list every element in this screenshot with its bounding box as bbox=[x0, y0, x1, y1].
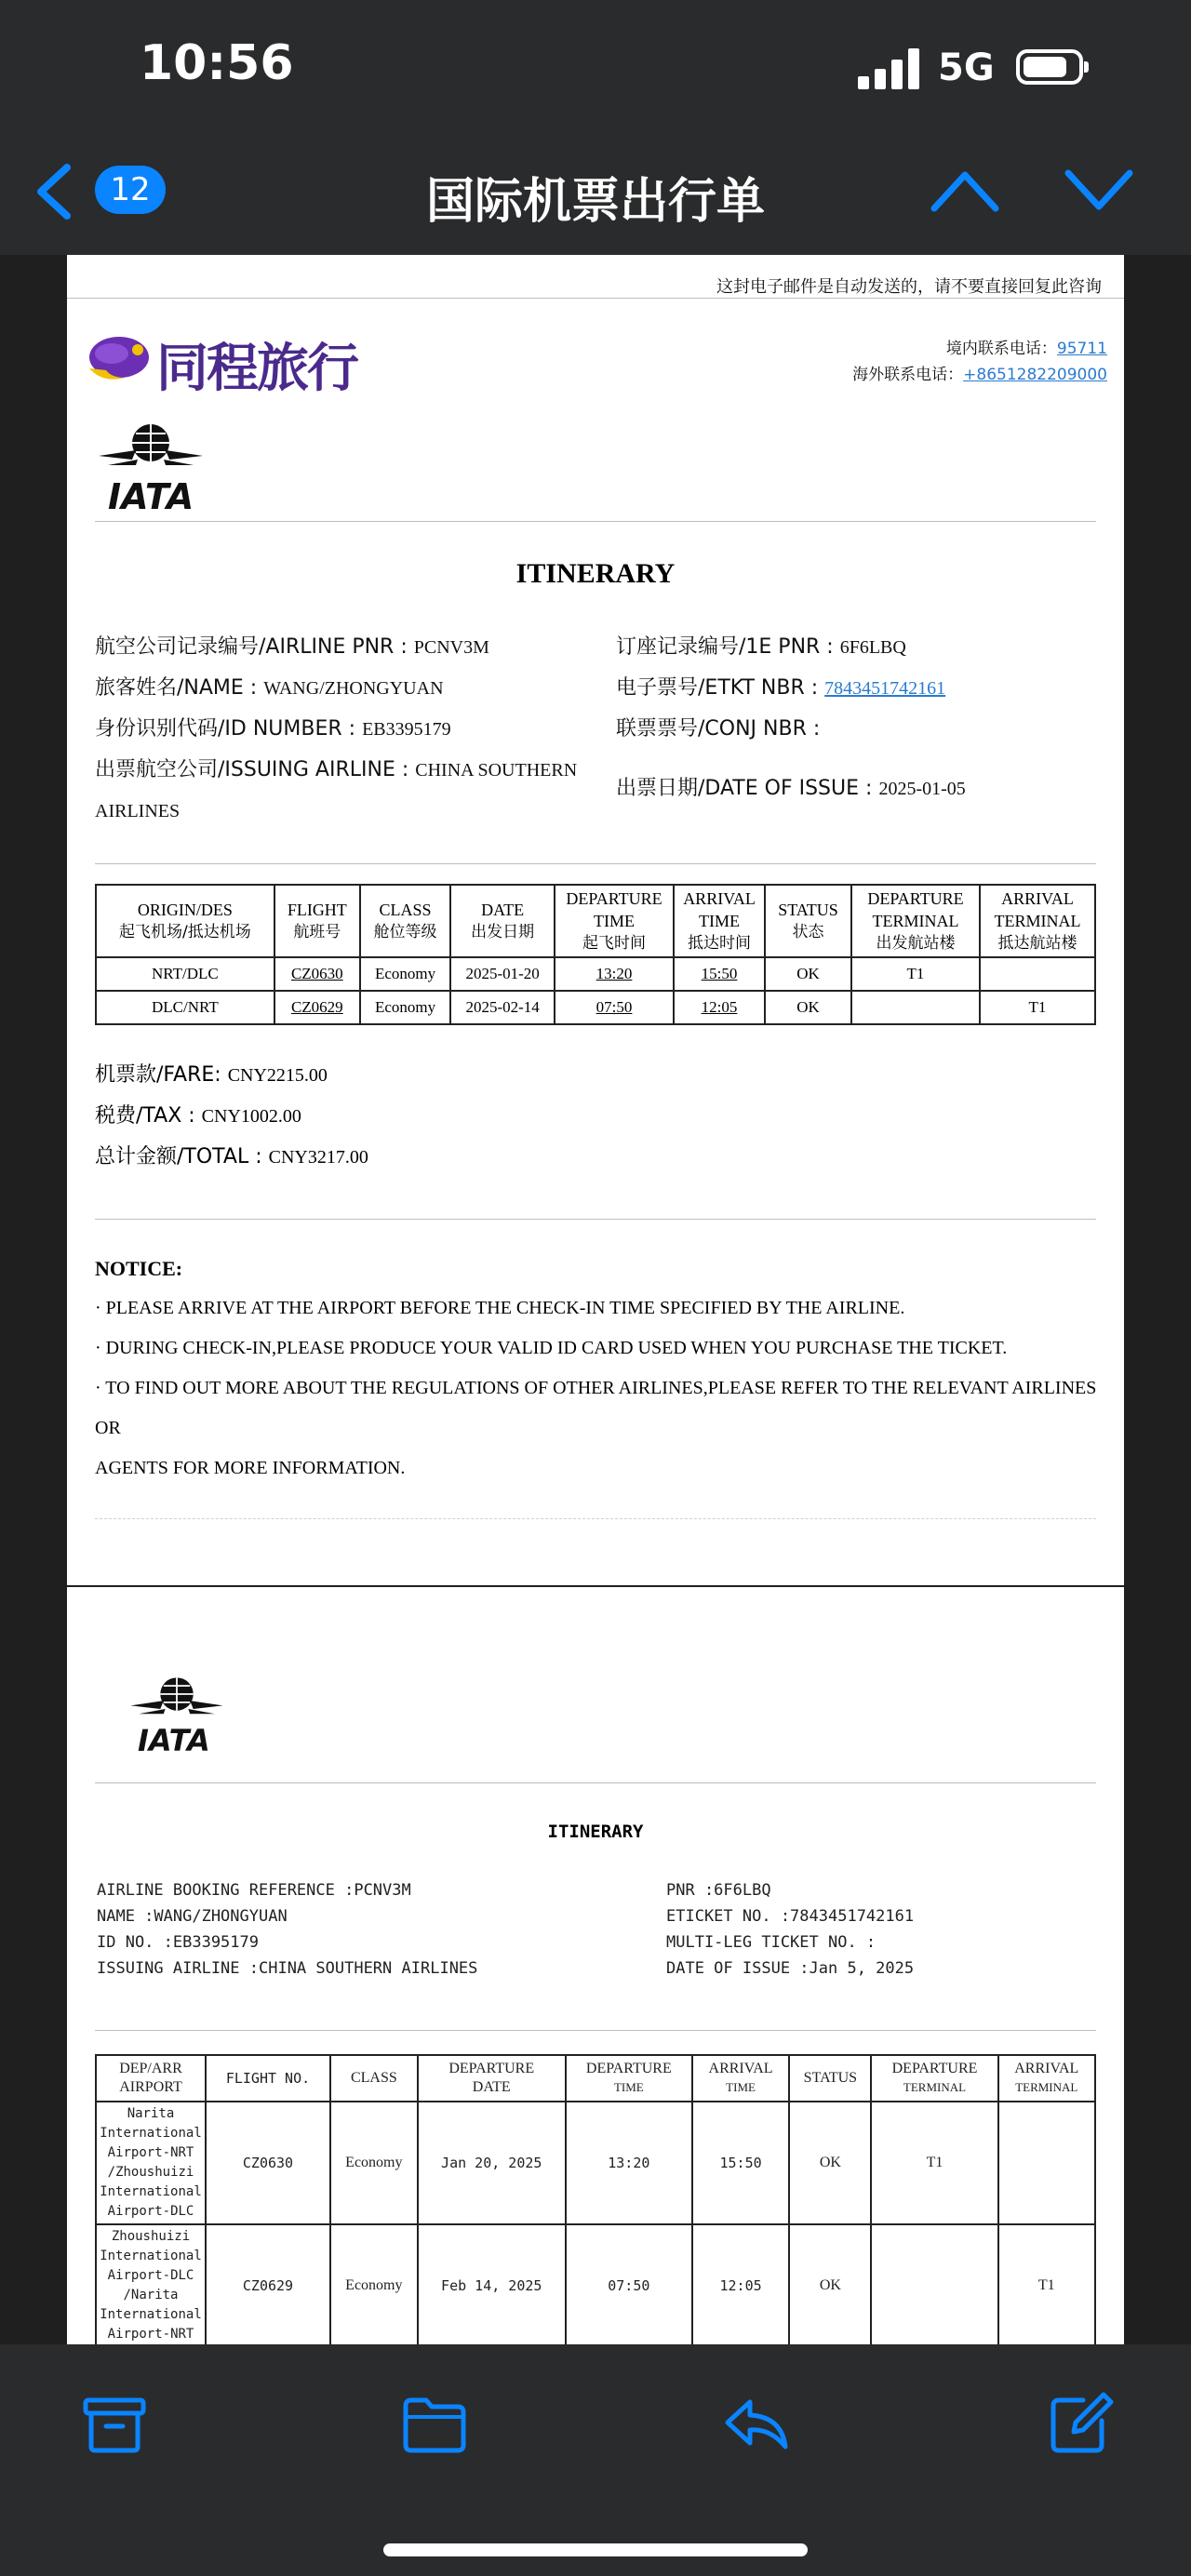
battery-icon bbox=[1016, 49, 1083, 85]
header-zh: 起飞机场/抵达机场 bbox=[118, 923, 251, 941]
cell-airport: Zhoushuizi International Airport-DLC /Narita International Airport-NRT bbox=[96, 2224, 206, 2347]
header-en: STATUS bbox=[778, 901, 838, 919]
cell-arrival-time: 12:05 bbox=[692, 2224, 789, 2347]
flight-table-header bbox=[96, 2055, 1095, 2102]
cell-arrival-time: 15:50 bbox=[692, 2102, 789, 2224]
header-line: FLIGHT NO. bbox=[225, 2070, 311, 2087]
status-time: 10:56 bbox=[140, 35, 294, 91]
cell-status: OK bbox=[789, 2102, 871, 2224]
issuing-airline-label: 出票航空公司/ISSUING AIRLINE : bbox=[95, 758, 416, 781]
domestic-contact bbox=[946, 335, 1107, 358]
iata-logo-text: IATA bbox=[138, 1723, 210, 1758]
header-line: TIME bbox=[613, 2080, 644, 2094]
cell-flight: CZ0629 bbox=[274, 991, 360, 1024]
table-row bbox=[96, 2224, 1095, 2347]
cell-date: Jan 20, 2025 bbox=[418, 2102, 566, 2224]
fare-value: CNY2215.00 bbox=[227, 1065, 328, 1086]
issue-date-row bbox=[616, 768, 1118, 809]
cell-arrival-terminal: T1 bbox=[980, 991, 1095, 1024]
booking-info-right bbox=[616, 627, 1118, 809]
reply-icon[interactable] bbox=[722, 2391, 791, 2456]
airline-pnr-label: 航空公司记录编号/AIRLINE PNR : bbox=[95, 635, 414, 659]
divider bbox=[95, 1219, 1096, 1220]
col-status bbox=[789, 2055, 871, 2102]
col-flight bbox=[274, 885, 360, 957]
header-line: DEPARTURE bbox=[448, 2061, 535, 2076]
header-line: DEPARTURE bbox=[585, 2061, 672, 2076]
iata-globe-icon bbox=[95, 419, 207, 484]
header-line: ARRIVAL bbox=[1014, 2061, 1079, 2076]
total-row bbox=[95, 1137, 368, 1178]
divider bbox=[95, 521, 1096, 522]
divider bbox=[95, 863, 1096, 864]
cell-status: OK bbox=[789, 2224, 871, 2347]
iata-logo bbox=[125, 1673, 236, 1758]
compose-icon[interactable] bbox=[1046, 2391, 1115, 2456]
header-zh: 起飞时间 bbox=[582, 934, 647, 953]
etkt-label: 电子票号/ETKT NBR : bbox=[616, 676, 825, 700]
iata-globe-icon bbox=[125, 1673, 229, 1730]
unread-count-badge[interactable]: 12 bbox=[95, 166, 166, 214]
conj-row bbox=[616, 709, 1118, 750]
date-of-issue: DATE OF ISSUE :Jan 5, 2025 bbox=[666, 1959, 915, 1978]
home-indicator bbox=[383, 2543, 808, 2556]
cell-status: OK bbox=[765, 991, 851, 1024]
cell-class: Economy bbox=[360, 991, 450, 1024]
notice-line: AGENTS FOR MORE INFORMATION. bbox=[95, 1458, 406, 1478]
col-departure-terminal bbox=[871, 2055, 997, 2102]
fare-label: 机票款/FARE: bbox=[95, 1063, 228, 1087]
itinerary-page-1 bbox=[67, 255, 1124, 1585]
header-en: DATE bbox=[481, 901, 525, 919]
cell-route: DLC/NRT bbox=[96, 991, 274, 1024]
id-number-label: 身份识别代码/ID NUMBER : bbox=[95, 717, 363, 741]
header-line: TERMINAL bbox=[903, 2080, 967, 2094]
conj-label: 联票票号/CONJ NBR : bbox=[616, 717, 821, 741]
tongcheng-logo-icon bbox=[84, 326, 158, 391]
cell-date: 2025-02-14 bbox=[450, 991, 555, 1024]
iata-logo-text: IATA bbox=[108, 476, 194, 517]
table-row bbox=[96, 991, 1095, 1024]
issue-date-value: 2025-01-05 bbox=[878, 779, 966, 799]
passenger-name: NAME :WANG/ZHONGYUAN bbox=[97, 1907, 288, 1926]
header-zh: 出发日期 bbox=[471, 923, 535, 941]
col-arrival-time bbox=[692, 2055, 789, 2102]
header-en: FLIGHT bbox=[287, 901, 347, 919]
cell-class: Economy bbox=[360, 957, 450, 991]
cell-departure-time: 07:50 bbox=[555, 991, 674, 1024]
fare-summary bbox=[95, 1055, 368, 1178]
tax-row bbox=[95, 1096, 368, 1137]
archive-icon[interactable] bbox=[80, 2391, 149, 2456]
divider bbox=[67, 298, 1124, 299]
airline-pnr-value: PCNV3M bbox=[413, 637, 489, 658]
id-number: ID NO. :EB3395179 bbox=[97, 1933, 259, 1952]
header-line: ARRIVAL bbox=[708, 2061, 773, 2076]
flight-table bbox=[95, 884, 1096, 1025]
domestic-phone-link[interactable]: 95711 bbox=[1056, 340, 1107, 358]
airline-pnr-row bbox=[95, 627, 616, 668]
dashed-divider bbox=[95, 1518, 1096, 1519]
cell-class: Economy bbox=[330, 2102, 418, 2224]
fare-row bbox=[95, 1055, 368, 1096]
eticket-number: ETICKET NO. :7843451742161 bbox=[666, 1907, 915, 1926]
table-row bbox=[96, 957, 1095, 991]
header-en: DEPARTURE TIME bbox=[566, 889, 662, 930]
next-message-chevron-down-icon[interactable] bbox=[1064, 167, 1133, 214]
col-dep-arr-airport bbox=[96, 2055, 206, 2102]
cell-departure-terminal: T1 bbox=[871, 2102, 997, 2224]
iata-logo bbox=[95, 419, 207, 515]
network-type: 5G bbox=[938, 47, 995, 89]
cell-route: NRT/DLC bbox=[96, 957, 274, 991]
header-line: DEPARTURE bbox=[891, 2061, 978, 2076]
col-class bbox=[330, 2055, 418, 2102]
cell-departure-terminal bbox=[871, 2224, 997, 2347]
header-line: TERMINAL bbox=[1015, 2080, 1078, 2094]
header-zh: 抵达时间 bbox=[688, 934, 752, 953]
header-en: CLASS bbox=[379, 901, 432, 919]
notice-line: · DURING CHECK-IN,PLEASE PRODUCE YOUR VALID ID CARD USED WHEN YOU PURCHASE THE TICKET. bbox=[95, 1338, 1008, 1358]
divider bbox=[95, 2030, 1096, 2031]
issuing-airline-value-cont: AIRLINES bbox=[95, 801, 181, 821]
header-zh: 抵达航站楼 bbox=[997, 934, 1077, 953]
header-zh: 状态 bbox=[792, 923, 824, 941]
col-arrival-terminal bbox=[980, 885, 1095, 957]
1e-pnr-row bbox=[616, 627, 1118, 668]
tax-value: CNY1002.00 bbox=[201, 1106, 301, 1127]
total-label: 总计金额/TOTAL : bbox=[95, 1145, 269, 1168]
header-line: DATE bbox=[472, 2079, 511, 2095]
col-date bbox=[450, 885, 555, 957]
mail-header-bar bbox=[0, 0, 1191, 255]
notice-line: · PLEASE ARRIVE AT THE AIRPORT BEFORE THE CHECK-IN TIME SPECIFIED BY THE AIRLINE. bbox=[95, 1298, 905, 1318]
cell-flight: CZ0629 bbox=[206, 2224, 330, 2347]
passenger-name-row bbox=[95, 668, 616, 709]
col-status bbox=[765, 885, 851, 957]
1e-pnr-label: 订座记录编号/1E PNR : bbox=[616, 635, 840, 659]
auto-sent-notice: 这封电子邮件是自动发送的，请不要直接回复此咨询 bbox=[716, 277, 1102, 297]
itinerary-title: ITINERARY bbox=[515, 558, 676, 589]
cell-departure-time: 07:50 bbox=[566, 2224, 692, 2347]
total-value: CNY3217.00 bbox=[268, 1147, 368, 1168]
header-line: CLASS bbox=[350, 2070, 397, 2086]
domestic-contact-label: 境内联系电话： bbox=[945, 340, 1057, 358]
header-zh: 舱位等级 bbox=[373, 923, 437, 941]
passenger-name-value: WANG/ZHONGYUAN bbox=[263, 678, 444, 699]
booking-info-left bbox=[95, 627, 616, 832]
issuing-airline: ISSUING AIRLINE :CHINA SOUTHERN AIRLINES bbox=[97, 1959, 478, 1978]
notice-heading: NOTICE: bbox=[95, 1257, 183, 1280]
col-origin-des bbox=[96, 885, 274, 957]
cell-airport: Narita International Airport-NRT /Zhoushuizi International Airport-DLC bbox=[96, 2102, 206, 2224]
passenger-name-label: 旅客姓名/NAME : bbox=[95, 676, 264, 700]
cell-departure-time: 13:20 bbox=[555, 957, 674, 991]
header-en: DEPARTURE TERMINAL bbox=[867, 889, 964, 930]
etkt-row bbox=[616, 668, 1118, 709]
col-flight-no bbox=[206, 2055, 330, 2102]
notice-line: · TO FIND OUT MORE ABOUT THE REGULATIONS OF OTHER AIRLINES,PLEASE REFER TO THE RELEVANT AIRLINES OR bbox=[95, 1378, 1097, 1438]
booking-info-left bbox=[97, 1877, 655, 1982]
id-number-row bbox=[95, 709, 616, 750]
overseas-contact-label: 海外联系电话： bbox=[852, 366, 964, 384]
booking-reference: AIRLINE BOOKING REFERENCE :PCNV3M bbox=[97, 1881, 411, 1900]
header-en: ARRIVAL TIME bbox=[683, 889, 756, 930]
issue-date-label: 出票日期/DATE OF ISSUE : bbox=[616, 777, 879, 800]
flight-table-header bbox=[96, 885, 1095, 957]
header-zh: 出发航站楼 bbox=[876, 934, 956, 953]
id-number-value: EB3395179 bbox=[362, 719, 451, 740]
header-en: ARRIVAL TERMINAL bbox=[994, 889, 1081, 930]
col-class bbox=[360, 885, 450, 957]
cell-departure-terminal bbox=[851, 991, 980, 1024]
folder-icon[interactable] bbox=[400, 2391, 469, 2456]
col-departure-time bbox=[555, 885, 674, 957]
col-arrival-terminal bbox=[998, 2055, 1095, 2102]
header-en: ORIGIN/DES bbox=[137, 901, 233, 919]
overseas-phone-link[interactable]: +8651282209000 bbox=[963, 366, 1107, 384]
email-subject-title: 国际机票出行单 bbox=[425, 174, 765, 230]
cell-class: Economy bbox=[330, 2224, 418, 2347]
cell-arrival-terminal bbox=[980, 957, 1095, 991]
overseas-contact bbox=[852, 361, 1107, 384]
itinerary-title: ITINERARY bbox=[547, 1822, 644, 1842]
cell-flight: CZ0630 bbox=[206, 2102, 330, 2224]
header-line: TIME bbox=[726, 2080, 756, 2094]
cell-status: OK bbox=[765, 957, 851, 991]
issuing-airline-row bbox=[95, 750, 616, 791]
previous-message-chevron-up-icon[interactable] bbox=[930, 167, 999, 214]
cell-arrival-terminal bbox=[998, 2102, 1095, 2224]
itinerary-page-2 bbox=[67, 1587, 1124, 2344]
cell-arrival-time: 15:50 bbox=[674, 957, 765, 991]
col-departure-terminal bbox=[851, 885, 980, 957]
cell-date: 2025-01-20 bbox=[450, 957, 555, 991]
col-departure-time bbox=[566, 2055, 692, 2102]
etkt-number-link[interactable]: 7843451742161 bbox=[824, 678, 946, 699]
tax-label: 税费/TAX : bbox=[95, 1104, 202, 1128]
tongcheng-logo-text: 同程旅行 bbox=[156, 339, 357, 399]
booking-info-right bbox=[666, 1877, 1104, 1982]
cellular-signal-icon bbox=[858, 48, 921, 89]
cell-date: Feb 14, 2025 bbox=[418, 2224, 566, 2347]
pnr: PNR :6F6LBQ bbox=[666, 1881, 771, 1900]
multi-leg-ticket: MULTI-LEG TICKET NO. : bbox=[666, 1933, 877, 1952]
flight-table bbox=[95, 2054, 1096, 2348]
cell-arrival-time: 12:05 bbox=[674, 991, 765, 1024]
header-zh: 航班号 bbox=[293, 923, 341, 941]
cell-departure-time: 13:20 bbox=[566, 2102, 692, 2224]
header-line: STATUS bbox=[803, 2070, 858, 2086]
cell-arrival-terminal: T1 bbox=[998, 2224, 1095, 2347]
notice-section bbox=[95, 1248, 1118, 1488]
1e-pnr-value: 6F6LBQ bbox=[839, 637, 906, 658]
header-line: AIRPORT bbox=[119, 2079, 182, 2095]
mail-toolbar bbox=[0, 2344, 1191, 2576]
cell-departure-terminal: T1 bbox=[851, 957, 980, 991]
cell-flight: CZ0630 bbox=[274, 957, 360, 991]
table-row bbox=[96, 2102, 1095, 2224]
issuing-airline-value: CHINA SOUTHERN bbox=[415, 760, 578, 781]
header-line: DEP/ARR bbox=[119, 2061, 182, 2076]
divider bbox=[95, 1782, 1096, 1783]
col-arrival-time bbox=[674, 885, 765, 957]
col-departure-date bbox=[418, 2055, 566, 2102]
